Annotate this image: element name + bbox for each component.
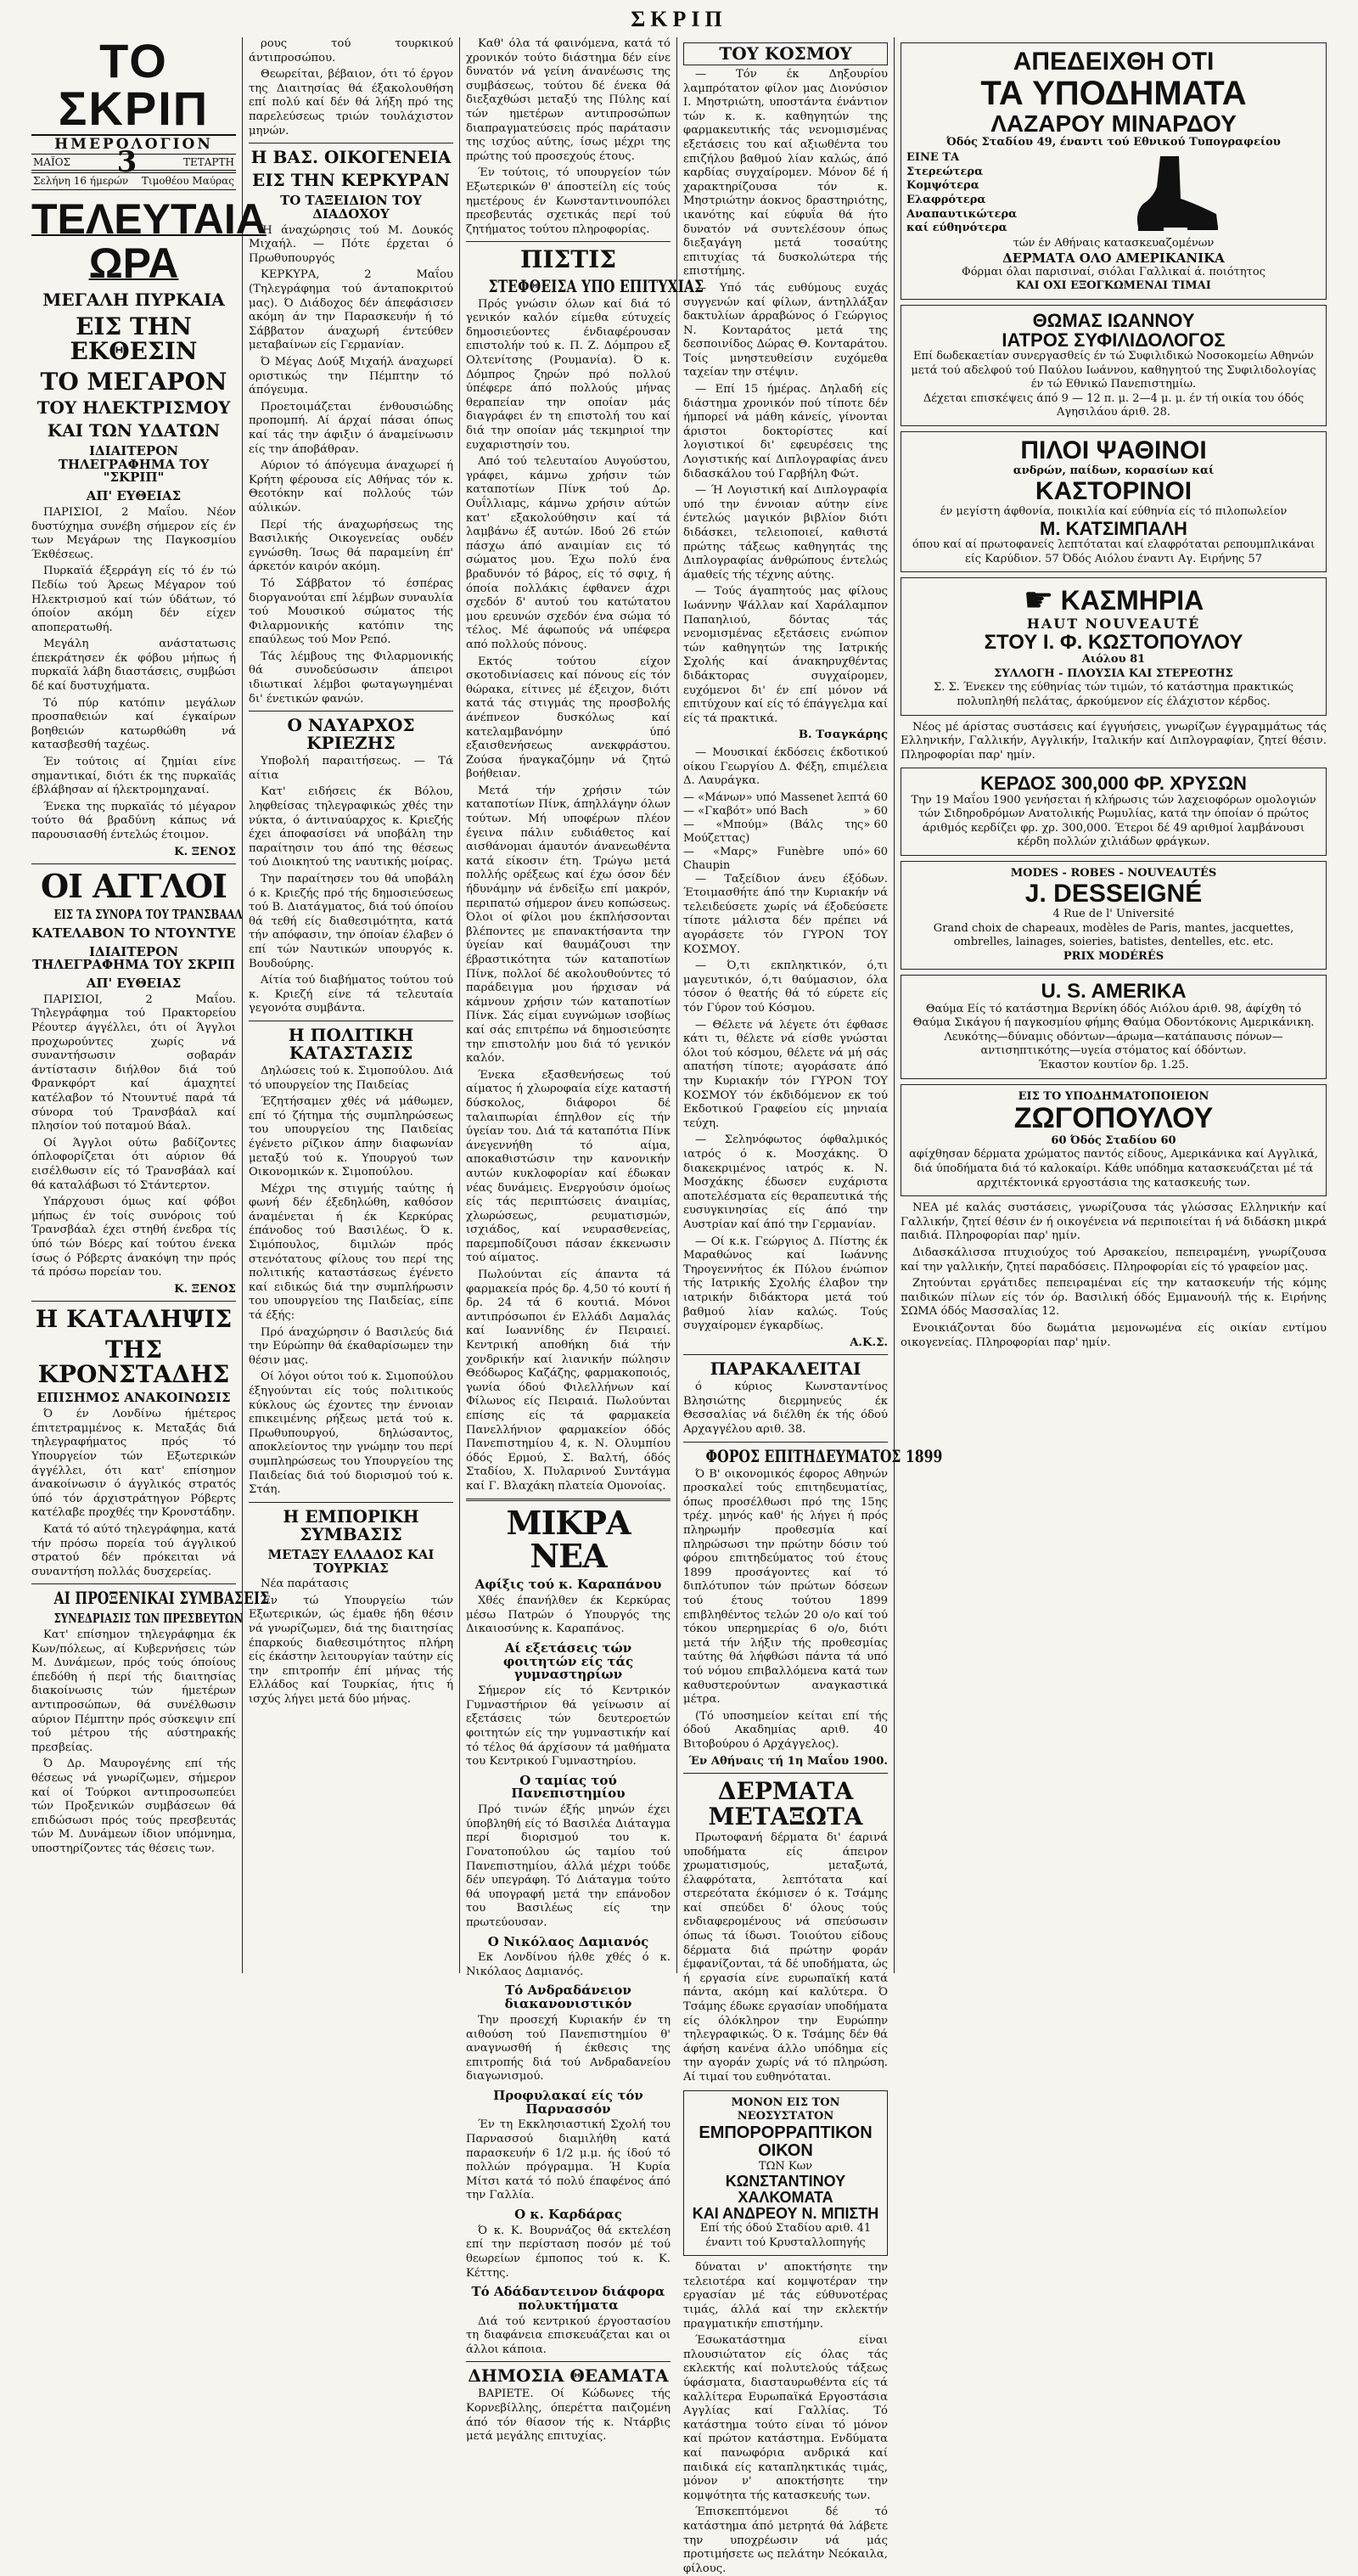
lottery-ad bbox=[901, 768, 1327, 855]
ad-title: ΑΠΕΔΕΙΧΘΗ ΟΤΙ bbox=[1013, 48, 1215, 76]
headline: Η ΚΑΤΑΛΗΨΙΣ bbox=[35, 1305, 233, 1334]
paragraph: Πρός γνώσιν όλων καί διά τό γενικόν καλόν είμεθα εύτυχείς δημοσιεύοντες ένδιαφέρουσαν επιστολήν τού κ. Π. Ζ. Δόμπρου εξ Ολτενίτσης (Ρουμανία). Ό κ. Δόμπρος ζηρών πρό πολλού ύπέφερε άπό πολλούς μήνας θεραπείαν την οποίαν μάς διαγράφει έν τη επιστολή του καί διά την οποίαν μάς τεκμηριοί την ευχαριστησίν του. bbox=[466, 297, 671, 452]
ad-line: Σ. Σ. Ένεκεν της εύθηνίας τών τιμών, τό κατάστημα πρακτικώς πολυπληθή πελάτας, άρκούμενον είς έλάχιστον κέρδος. bbox=[934, 681, 1293, 709]
paragraph: Έν τη Εκκλησιαστική Σχολή του Παρνασσού διαμιλήθη κατά παρασκευήν 6 1/2 μ.μ. ής ίδού τό πολλών πρόγραμμα. Ή Κυρία Μίτσι κατά τό πολύ έπαφένος άπό την Γαλλία. bbox=[466, 2118, 671, 2202]
paragraph: Τό Σάββατον τό έσπέρας διοργανούται επί λέμβων συναυλία τού Μουσικού σώματος τής Φιλαρμονικής κατόπιν της επαύλεως τού Μον Ρεπό. bbox=[249, 577, 453, 647]
paragraph: Περί τής άναχωρήσεως της Βασιλικής Οικογενείας ουδέν εγνώσθη. Ίσως θά παραμείνη έπ' άρκετόν καιρόν ακόμη. bbox=[249, 518, 453, 574]
toothpowder-ad bbox=[901, 975, 1327, 1078]
paragraph: Μεγάλη ανάστατωσις έπεκράτησεν έκ φόβου μήπως ή πυρκαϊά λάβη διαστάσεις, συμβώσι δέ καί δυστυχήματα. bbox=[31, 638, 236, 694]
paragraph: Πρωτοφανή δέρματα δι' έαρινά υποδήματα είς άπειρον χρωματισμούς, μεταξωτά, έλαφρότατα, λεπτότατα καί στερεότατα έκόμισεν ό κ. Τσάμης καί σπεύδει δ' όλους τούς ενδιαφερομένους νά σπεύσωσιν όπως τά ίδωσι. Τοιούτου είδους δέρματα διά πρώτην φοράν έμφανίζονται, τά δέ υποδήματα, ώς ή εργασία είνε ευρωπαϊκή κατά πάντα, ακόμη καί καλύτερα. Ό Τσάμης έδωκε εργασίαν υποδήματα είς όλόκληρον την Ευρώπην τηλεγραφικώς. Ό κ. Τσάμης δέν θά άφήση κανένα άλλο υπόδημα είς την αγοράν χωρίς νά τό πληρώση. Αί τιμαί του ευθηνόταται. bbox=[683, 1831, 888, 2084]
newspaper-page bbox=[25, 34, 1333, 2575]
news-title: Προφυλακαί είς τόν Παρνασσόν bbox=[493, 2087, 643, 2117]
paragraph: — Ή Λογιστική καί Διπλογραφία υπό την έννοιαν αύτην είνε έντελώς μαγικόν βιβλίον διότι διδάσκει, τελειοποιεί, καθιστά πρώτης τάξεως καθηγητάς της Διπλογραφίας άνθρώπους έντελώς άμαθείς τής τέχνης αύτης. bbox=[683, 484, 888, 582]
divider bbox=[683, 1773, 888, 1774]
masthead-month: ΜΑΪΟΣ bbox=[33, 155, 71, 168]
subheadline: ΤΟ ΤΑΞΕΙΔΙΟΝ ΤΟΥ ΔΙΑΔΟΧΟΥ bbox=[280, 193, 422, 222]
paragraph: Θεωρείται, βέβαιον, ότι τό έργον της Διαιτησίας θά έξακολουθήση επί πολύ καί δέν θά λήξη πρό της παρελεύσεως τριών τουλάχιστον μηνών. bbox=[249, 68, 453, 138]
ad-title: ΚΩΝΣΤΑΝΤΙΝΟΥ ΧΑΛΚΟΜΑΤΑ bbox=[725, 2173, 846, 2207]
paragraph: Οί λόγοι ούτοι τού κ. Σιμοπούλου έξηγούνται είς τούς πολιτικούς κύκλους ώς έχοντες την έννοιαν επικειμένης ρήξεως μετά τού κ. Πρωθυπουργού, δηλώσαντος, αποκλείοντος την γνώμην του περί συμπληρώσεως του Υπουργείου της Παιδείας διά τού διορισμού τού κ. Στάη. bbox=[249, 1370, 453, 1497]
divider bbox=[31, 1583, 236, 1584]
paragraph: ΒΑΡΙΕΤΕ. Οί Κώδωνες τής Κορνεβίλλης, όπερέττα παιζομένη άπό τόν θίασον τής κ. Ντάρβις μετά μεγάλης επιτυχίας. bbox=[466, 2388, 671, 2444]
headline: Η ΕΜΠΟΡΙΚΗ ΣΥΜΒΑΣΙΣ bbox=[283, 1505, 419, 1544]
news-title: Ο Νικόλαος Δαμιανός bbox=[487, 1933, 649, 1949]
paragraph: Κατ' επίσημον τηλεγράφημα έκ Κων/πόλεως, αί Κυβερνήσεις τών Μ. Δυνάμεων, πρός τούς όποίους έπεδόθη ή περί τής διαιτησίας διακοίνωσις τών ήμετέρων αντιπροσώπων, θά συνέλθωσιν αύριον Πέμπτην πρός σύσκεψιν επί τού μέτρου τής αύστηρακής πρεσβείας. bbox=[31, 1628, 236, 1754]
paragraph: Αίτία τού διαβήματος τούτου τού κ. Κριεζή είνε τά τελευταία γεγονότα συμβάντα. bbox=[249, 974, 453, 1015]
subheadline: ΜΕΤΑΞΥ ΕΛΛΑΔΟΣ ΚΑΙ ΤΟΥΡΚΙΑΣ bbox=[267, 1546, 435, 1576]
paragraph: Τάς λέμβους της Φιλαρμονικής θά συνοδεύσωσιν άπειροι ιδιωτικαί λέμβοι φωταγωγημέναι δι' ένετικών φανών. bbox=[249, 650, 453, 706]
paragraph: Από τού τελευταίου Αυγούστου, γράφει, κάμνω χρήσιν τών καταποτίων Πίνκ τού Δρ. Ουΐλλιαμς, κάμνω χρήσιν αύτών κατ' εξακολούθησιν καί τά λαμβάνω έξ αυτών. Ιδού 26 ετών πάσχω άπό αναιμίαν εις τό σώματος μου. Έχω πολύ ένα βραδυνόν τό βάρος, είς τό σφιχ, ή όποία πολλάκις έφθανεν άχρι σχεδόν δ' αυτού του κατώτατου μου ερευνών σχεδόν ένα σώμα τό τέλος. Μέ άφωπούς νά υπέφερα από πολλούς πόνους. bbox=[466, 455, 671, 651]
paragraph: Τό πύρ κατόπιν μεγάλων προσπαθειών καί έγκαίρων βοηθειών κατωρθώθη νά κατασβεσθή ταχέως. bbox=[31, 696, 236, 752]
paragraph: — Τούς άγαπητούς μας φίλους Ιωάννην Ψάλλαν καί Χαράλαμπον Παπαηλιού, δόντας τάς νενομισμένας εξετάσεις ενώπιον τών καθηγητών της Ιατρικής Σχολής καί άνακηρυχθέντας διδάκτορας συγχαίρομεν, ευχόμενοι δι' έν επί μόνον νά επιτύχουν καί είς τό έπάγγελμα καί είς τά πρακτικά. bbox=[683, 585, 889, 725]
paragraph: Προετοιμάζεται ένθουσιώδης προπομπή. Αί άρχαί πάσαι όπως καί τάς την άφιξιν ό άναμείνωσιν είς την άποβάθραν. bbox=[249, 400, 453, 456]
subheadline: ΙΔΙΑΙΤΕΡΟΝ ΤΗΛΕΓΡΑΦΗΜΑ ΤΟΥ ΣΚΡΙΠ bbox=[32, 943, 235, 973]
paragraph: Ό κ. Κ. Βουρνάζος θά εκτελέση επί την περίσταση ποσόν μέ τού θεωρείων έμποπος τού κ. Κ. Κέττης. bbox=[466, 2224, 671, 2280]
ad-line: HAUT NOUVEAUTÉ bbox=[1026, 616, 1201, 633]
masthead-right-note: Τιμοθέου Μαύρας bbox=[141, 175, 234, 188]
ad-title: ΣΤΟΥ Ι. Φ. ΚΩΣΤΟΠΟΥΛΟΥ bbox=[984, 631, 1243, 655]
paragraph: — Σεληνόφωτος όφθαλμικός ιατρός ό κ. Μοσχάκης. Ό διακεκριμένος ιατρός κ. Ν. Μοσχάκης έδωσεν ευχάριστα αποτελέσματα είς θεραπευτικά τής ευσυγκινησίας είς άπό την Αυστρίαν καί άπό την Γερμανίαν. bbox=[683, 1133, 888, 1231]
paragraph: Δηλώσεις τού κ. Σιμοπούλου. Διά τό υπουργείον της Παιδείας bbox=[249, 1064, 453, 1092]
headline: ΟΙ ΑΓΓΛΟΙ bbox=[41, 867, 227, 906]
ad-line: καί εύθηνότερα bbox=[906, 222, 1007, 235]
headline: ΔΗΜΟΣΙΑ ΘΕΑΜΑΤΑ bbox=[468, 2365, 669, 2387]
ad-title: U. S. AMERIKA bbox=[1041, 980, 1187, 1004]
divider bbox=[249, 1502, 453, 1503]
signature: Β. Τσαγκάρης bbox=[798, 728, 888, 742]
tailor-ad bbox=[683, 2090, 888, 2257]
ad-line: έν μεγίστη άφθονία, ποικιλία καί εύθηνία είς τό πιλοπωλείον bbox=[940, 504, 1288, 518]
news-title: Ο ταμίας τού Πανεπιστημίου bbox=[511, 1772, 626, 1802]
headline: ΚΑΙ ΤΩΝ ΥΔΑΤΩΝ bbox=[47, 419, 221, 441]
masthead-left-note: Σελήνη 16 ήμερών bbox=[33, 175, 129, 188]
ad-line: ΤΩΝ Κων bbox=[758, 2159, 813, 2173]
headline: ΦΟΡΟΣ ΕΠΙΤΗΔΕΥΜΑΤΟΣ 1899 bbox=[705, 1445, 943, 1466]
cashmere-ad bbox=[901, 577, 1327, 715]
news-title: Τό Ανδραδάνειον διακανονιστικόν bbox=[504, 1983, 632, 2012]
ad-line: Λευκότης—δύναμις οδόντων—άρωμα—κατάπαυσις πόνων—αντισηπτικότης—υγεία στόματος καί όδόντων. bbox=[944, 1030, 1283, 1058]
ad-title: ΚΑΙ ΑΝΔΡΕΟΥ Ν. ΜΠΙΣΤΗ bbox=[692, 2205, 879, 2223]
paragraph: Έν τώ Υπουργείω τών Εξωτερικών, ώς έμαθε ήδη θέσιν νά γνωρίζωμεν, διά της διαιτησίας έπαρκούς διαθεσιμότητος πλήρη είς έκάστην λειτουργίαν ταύτην είς την επιτροπήν έπί μήνας τής Ελλάδος καί Τουρκίας, ήτις ή ισχύς λήγει μετά δύο μήνας. bbox=[249, 1594, 453, 1706]
paragraph: Ζητούνται εργάτιδες πεπειραμέναι είς την κατασκευήν τής κόμης παιδικών πίλων είς τόν όρ. Βασιλική όδός Εμμανουήλ τής κ. Ειρήνης ΣΩΜΑ όδός Μασσαλίας 12. bbox=[901, 1277, 1327, 1319]
ad-line: Αιόλου 81 bbox=[1081, 653, 1146, 666]
paragraph: Ό έν Λονδίνω ήμέτερος έπιτετραμμένος κ. Μεταξάς διά τηλεγραφήματος πρός τό Υπουργείον τών Εξωτερικών άγγέλλει, ότι κατ' επίσημον άνακοίνωσιν ό άγγλικός στρατός ύπό τόν άρχιστράτηγον Ρόβερτς κατέλαβε προχθές την Κρονστάδην. bbox=[31, 1408, 236, 1520]
column-1 bbox=[25, 34, 270, 1973]
headline: ΣΤΕΦΘΕΙΣΑ ΥΠΟ ΕΠΙΤΥΧΙΑΣ bbox=[488, 275, 704, 296]
news-title: Αί εξετάσεις τών φοιτητών είς τάς γυμναστηρίων bbox=[502, 1640, 634, 1683]
column-2 bbox=[243, 37, 460, 1973]
paragraph: Μετά τήν χρήσιν τών καταποτίων Πίνκ, άπηλλάγην όλων τούτων. Μή υποφέρων πλέον έγεινα πάλιν ευδιάθετος καί αισθάνομαι άμαυτόν άνανεωθέντα κατά είκοσιν έτη. Τρώγω μετά πολλής ορέξεως καί έχω όσον δέν ήδυνάμην νά ένδείξω επί μακρόν, περιπατώ σήμερον άνευ κοπώσεως. Όλοι οί φίλοι μου έκπλήσσονται βλέποντες με επανακτήσαντα την ύγείαν καί θαυμάζουσι την έβραστικότητα τών καταποτίων Πίνκ, πολλοί δέ ακολουθούντες τό παράδειγμα μου ήρχισαν νά κάμνουν χρήσιν τών καταποτίων Πίνκ. Σάς είμαι ευγνώμων ισοβίως καί σάς επιτρέπω νά δημοσιεύσητε την επιστολήν μου διά τό γενικόν καλόν. bbox=[466, 784, 671, 1066]
paragraph: — Οί κ.κ. Γεώργιος Δ. Πίστης έκ Μαραθώνος καί Ιωάννης Τηρογεννήτος έκ Πύλου ένώπιον τής Ιατρικής Σχολής έλαβον την ιατρικήν διδάκτορα μετά τού βαθμού λίαν καλώς. Τούς συγχαίρομεν έγκαρδίως. bbox=[683, 1235, 888, 1333]
headline: Ο ΝΑΥΑΡΧΟΣ ΚΡΙΕΖΗΣ bbox=[287, 715, 415, 754]
ad-title: ΖΩΓΟΠΟΥΛΟΥ bbox=[1013, 1102, 1214, 1135]
paragraph: Υπάρχουσι όμως καί φόβοι μήπως έν τοίς συνόροις τού Τρανσβάαλ έχει στηθή ένεδρα τίς ύπό τών Βόερς καί τούτου ένεκα ίσως ό Ρόβερτς άνακόψη την πρός τά πρόσω πορείαν του. bbox=[31, 1195, 236, 1280]
signature: Κ. ΞΕΝΟΣ bbox=[174, 1282, 236, 1296]
paragraph: Σήμερον είς τό Κεντρικόν Γυμναστήριον θά γείνωσιν αί εξετάσεις τών δευτεροετών φοιτητών είς την γυμναστικήν καί τό τέλος θά άρχίσουν τά μαθήματα του Κεντρικού Γυμναστηρίου. bbox=[466, 1685, 671, 1769]
doctor-ad bbox=[901, 305, 1327, 426]
ad-line: 4 Rue de l' Université bbox=[1052, 907, 1175, 920]
divider bbox=[466, 2361, 671, 2362]
ad-line: ΚΑΙ ΟΧΙ ΕΞΟΓΚΩΜΕΝΑΙ ΤΙΜΑΙ bbox=[1016, 279, 1211, 293]
paragraph: Εκ Λονδίνου ήλθε χθές ό κ. Νικόλαος Δαμιανός. bbox=[466, 1951, 671, 1978]
paragraph: Ό Δρ. Μαυρογένης επί τής θέσεως νά γνωρίζωμεν, σήμερον καί οί Τούρκοι αντιπροσωπεύει τών Προξενικών συμβάσεων θά επιδώσωσι πρός τούς πρεσβευτάς τών Μ. Δυνάμεων ίδιον υπόμνημα, υποστηρίζοντες τάς θέσεις των. bbox=[31, 1758, 236, 1856]
subheadline: ΑΠ' ΕΥΘΕΙΑΣ bbox=[86, 488, 182, 504]
ad-title: ΕΜΠΟΡΟΡΡΑΠΤΙΚΟΝ ΟΙΚΟΝ bbox=[699, 2123, 873, 2160]
ad-line: ανδρών, παίδων, κορασίων καί bbox=[1013, 464, 1215, 477]
divider bbox=[683, 1442, 888, 1443]
ad-line: ΜΟΝΟΝ ΕΙΣ ΤΟΝ ΝΕΟΣΥΣΤΑΤΟΝ bbox=[731, 2095, 840, 2123]
ad-title: ΤΑ ΥΠΟΔΗΜΑΤΑ bbox=[980, 74, 1247, 112]
hat-ad bbox=[901, 431, 1327, 572]
news-title: Τό Αδάδαντεινον διάφορα πολυκτήματα bbox=[471, 2284, 665, 2313]
paragraph: Πυρκαϊά έξερράγη είς τό έν τώ Πεδίω τού Άρεως Μέγαρον τού Ηλεκτρισμού καί τών ύδάτων, τό όποίον ακόμη δέν είχεν αποπερατωθή. bbox=[31, 565, 236, 634]
headline: ΤΟΥ ΗΛΕΚΤΡΙΣΜΟΥ bbox=[36, 397, 231, 418]
paragraph: Υποβολή παραιτήσεως. — Τά αίτια bbox=[249, 755, 453, 782]
running-head: ΣΚΡΙΠ bbox=[631, 7, 727, 31]
masthead-subtitle: ΗΜΕΡΟΛΟΓΙΟΝ bbox=[54, 136, 213, 153]
list-item: — «Μάνων» υπό Massenet λεπτά 60 bbox=[683, 790, 888, 804]
ad-line: ΕΙΣ ΤΟ ΥΠΟΔΗΜΑΤΟΠΟΙΕΙΟΝ bbox=[1018, 1089, 1209, 1103]
divider bbox=[466, 241, 671, 242]
paragraph: Ένεκα εξασθενήσεως τού αίματος ή χλωροφαία είχε καταστή δύσκολος, διάφοροι δέ ταλαιπωρίαι έπηλθον είς τήν ύγείαν του. Διά τά καταπότια Πίνκ άνεγεννήθη τό αίμα, αποκαθιστώσιν την κανονικήν αυτών κυκλοφορίαν καί έδωκαν νέας δυνάμεις. Ενεργούσιν όμοίως είς τάς περιπτώσεις άναιμίας, χλωρώσεως, ρευματισμών, ισχιάδος, καί νευρασθενείας, παρεμποδίζουσι πάσαν έκκενωσιν τού αίματος. bbox=[466, 1068, 671, 1265]
paragraph: Αύριον τό άπόγευμα άναχωρεί ή Κρήτη φέρουσα είς Αθήνας τόν κ. Θεοτόκην καί πολλούς τών αύλικών. bbox=[249, 459, 453, 515]
dateline: Έν Αθήναις τή 1η Μαΐου 1900. bbox=[688, 1754, 888, 1768]
ad-line: Επί τής όδού Σταδίου αριθ. 41 έναντι τού Κρυσταλλοπηγής bbox=[699, 2222, 872, 2249]
paragraph: ΠΑΡΙΣΙΟΙ, 2 Μαΐου. Νέον δυστύχημα συνέβη σήμερον είς έν των Μεγάρων της Παγκοσμίου Έκθέσεως. bbox=[31, 505, 236, 561]
ad-line: Ελαφρότερα bbox=[906, 193, 986, 206]
divider bbox=[31, 863, 236, 864]
ad-line: Θαύμα Είς τό κατάστημα Βερνίκη όδός Αιόλου άριθ. 98, άφίχθη τό Θαύμα Σικάγου ή παγκοσμίου φήμης Θαύμα Οδοντόκονις Αμερικάνικη. bbox=[912, 1002, 1315, 1030]
ad-line: Στερεώτερα bbox=[906, 165, 984, 178]
subheadline: ΙΔΙΑΙΤΕΡΟΝ ΤΗΛΕΓΡΑΦΗΜΑ ΤΟΥ "ΣΚΡΙΠ" bbox=[58, 442, 210, 486]
headline: ΤΟ ΜΕΓΑΡΟΝ bbox=[40, 367, 227, 396]
paragraph: Κατά τό αύτό τηλεγράφημα, κατά τήν πρόσω πορεία τού άγγλικού στρατού δέν πρόκειται νά συναντήση πολλάς δυσχερείας. bbox=[31, 1522, 236, 1578]
masthead-title: ΤΟ ΣΚΡΙΠ bbox=[31, 37, 236, 136]
headline: ΤΟΥ ΚΟΣΜΟΥ bbox=[683, 42, 888, 65]
list-item: — «Γκαβότ» υπό Bach » 60 bbox=[683, 804, 888, 818]
paragraph: Έζητήσαμεν χθές νά μάθωμεν, επί τό ζήτημα τής συμπληρώσεως του υπουργείου της Παιδείας έγένετο ρίζικον άπην διαφωνίαν μεταξύ τού κ. Υπουργού των Οικονομικών κ. Σιμοπούλου. bbox=[249, 1095, 453, 1179]
news-title: Ο κ. Καρδάρας bbox=[514, 2207, 622, 2223]
ad-line: 60 Όδός Σταδίου 60 bbox=[1051, 1133, 1176, 1147]
paragraph: Κατ' ειδήσεις έκ Βόλου, ληφθείσας τηλεγραφικώς χθές την νύκτα, ό άντιναύαρχος κ. Κριεζής έχει άποφασίσει νά υποβάλη την παραίτησιν του άπό της θέσεως τού Διοικητού της ναυτικής μοίρας. bbox=[249, 785, 453, 869]
ad-title: ΚΕΡΔΟΣ 300,000 ΦΡ. ΧΡΥΣΩΝ bbox=[980, 773, 1247, 795]
ad-line: Δέχεται επισκέψεις άπό 9 — 12 π. μ. 2—4 μ. μ. έν τή οικία του όδός Αγησιλάου άριθ. 28. bbox=[923, 391, 1305, 419]
news-title: Αφίξις τού κ. Καραπάνου bbox=[474, 1577, 662, 1593]
ad-line: αφίχθησαν δέρματα χρώματος παντός είδους, Αμερικάνικα καί Αγγλικά, διά ύποδήματα διά τό καλοκαίρι. Κάθε υπόδημα κατασκευάζεται μέ τά αρχιτέκτονικά εργοστάσια της κατασκευής των. bbox=[909, 1148, 1318, 1190]
headline: ΤΗΣ ΚΡΟΝΣΤΑΔΗΣ bbox=[37, 1335, 230, 1389]
ad-title: ΚΑΣΜΗΡΙΑ bbox=[1060, 585, 1204, 616]
ad-line: ΔΕΡΜΑΤΑ ΟΛΟ ΑΜΕΡΙΚΑΝΙΚΑ bbox=[1002, 250, 1225, 267]
paragraph: (Τό υποσημείον κείται επί τής όδού Ακαδημίας αριθ. 40 Βιτοβούρου ό Αρχάγγελος). bbox=[683, 1709, 888, 1751]
desseigne-ad bbox=[901, 861, 1327, 970]
paragraph: Οί Άγγλοι ούτω βαδίζοντες όπλοφορίζεται ότι αύριον θά εισέλθωσιν είς τό Τρανσβάαλ καί θά καταλάβωσι τό Στάντερτον. bbox=[31, 1136, 236, 1192]
ad-title: ΙΑΤΡΟΣ ΣΥΦΙΛΙΔΟΛΟΓΟΣ bbox=[1002, 329, 1226, 351]
paragraph: — Ταξείδιον άνευ έξόδων. Έτοιμασθήτε άπό την Κυριακήν νά τελειδεύσετε χωρίς νά έξοδεύσετε τίποτε μάλιστα δέν πρέπει νά αγοράσετε τόν ΓΥΡΟΝ ΤΟΥ ΚΟΣΜΟΥ. bbox=[683, 872, 888, 956]
paragraph: Ή άναχώρησις τού Μ. Δουκός Μιχαήλ. — Πότε έρχεται ό Πρωθυπουργός bbox=[249, 223, 453, 265]
paragraph: Χθές έπανήλθεν έκ Κερκύρας μέσω Πατρών ό Υπουργός της Δικαιοσύνης κ. Καραπάνος. bbox=[466, 1595, 671, 1636]
subheadline: ΑΠ' ΕΥΘΕΙΑΣ bbox=[86, 976, 182, 992]
subheadline: ΕΠΙΣΗΜΟΣ ΑΝΑΚΟΙΝΩΣΙΣ bbox=[36, 1390, 231, 1406]
paragraph: Διδασκάλισσα πτυχιούχος τού Αρσακείου, πεπειραμένη, γνωρίζουσα καί την γαλλικήν, ζητεί παραδόσεις. Πληροφορίαι είς τό γραφείον μας. bbox=[901, 1246, 1327, 1274]
paragraph: ΠΑΡΙΣΙΟΙ, 2 Μαΐου. Τηλεγράφημα τού Πρακτορείου Ρέουτερ άγγέλλει, ότι οί Άγγλοι προχωρούντες χωρίς νά συναντήσωσιν σοβαράν άντίστασιν διήλθον διά τού Φρανκφόρτ καί άμαχητεί κατέλαβον τό Ντουντυέ παρά τά σύνορα τού Τρανσβάαλ καί πλησίον τού ποταμού Βάαλ. bbox=[31, 993, 236, 1133]
paragraph: — Τόν έκ Δηξουρίου λαμπρότατον φίλον μας Διονύσιον Ι. Μηστριώτη, υποστάντα ένάντιον τών κ. κ. καθηγητών της φαρμακευτικής τάς νενομισμένας εξετάσεις του καί αξιωθέντα του επιζήλου βαθμού λίαν καλώς, άπό καρδίας συγχαίρομεν. Μόνον δέ ή χαρακτηρίζουσα τόν κ. Μηστριώτην άοκνος δραστηριότης, ικανότης καί εύφυΐα θά ήτο δυνατόν νά συντελέσουν όπως διεξαγάγη μετά τοσαύτης επιτυχίας τά δυσκολώτερα τής επιστήμης. bbox=[683, 68, 888, 278]
headline: ΠΙΣΤΙΣ bbox=[519, 245, 617, 274]
ad-line: Την 19 Μαΐου 1900 γενήσεται ή κλήρωσις τών λαχειοφόρων ομολογιών τών Σιδηροδρόμων Ανατολικής Ρωμυλίας, κατά την όποίαν ό πρώτος άριθμός κερδίζει φρ. χρ. 300,000. Έτεροι δέ 49 αριθμοί λαμβάνουσι κέρδη πολλών χιλιάδων φράγκων. bbox=[911, 793, 1316, 849]
ad-line: Grand choix de chapeaux, modèles de Paris, mantes, jacquettes, ombrelles, lainages, soieries, batistes, dentelles, etc. etc. bbox=[933, 921, 1294, 949]
paragraph: — Θέλετε νά λέγετε ότι έφθασε κάτι τι, θέλετε νά είσθε γνώσται όλοι τού κόσμου, θέλετε νά μή σάς απατήση τίποτε; αγοράσατε άπό την Κυριακήν τόν ΓΥΡΟΝ ΤΟΥ ΚΟΣΜΟΥ τόν έκδιδόμενον εκ τού Εκδοτικού Γραφείου είς μηνιαία τεύχη. bbox=[683, 1018, 888, 1130]
ad-line: Κομψότερα bbox=[906, 179, 979, 193]
paragraph: Ό Μέγας Δούξ Μιχαήλ άναχωρεί οριστικώς την Πέμπτην τό άπόγευμα. bbox=[249, 356, 453, 397]
paragraph: Έπισκεπτόμενοι δέ τό κατάστημα άπό μετρητά θά λάβετε την υποχρέωσιν νά μάς προτιμήσετε ως πελάτην Νεόκαιλα, φίλους. bbox=[683, 2506, 888, 2575]
paragraph: Νέα παράτασις bbox=[261, 1578, 349, 1591]
paragraph: Την παραίτησεν του θά υποβάλη ό κ. Κριεζής πρό τής δημοσιεύσεως τού Β. Διατάγματος, διά τού όποίου θά τεθή είς διαθεσιμότητα, κατά τήν απόφασιν, την όποίαν έλαβεν ό επί τών Ναυτικών υπουργός κ. Βουδούρης. bbox=[249, 873, 454, 970]
paragraph: Έν τούτοις αί ζημίαι είνε σημαντικαί, διότι έκ της πυρκαϊάς έβλάβησαν αί ήλεκτρομηχαναί. bbox=[31, 756, 236, 797]
headline: ΜΕΓΑΛΗ ΠΥΡΚΑΙΑ bbox=[42, 289, 225, 310]
paragraph: Ενοικιάζονται δύο δωμάτια μεμονωμένα είς οικίαν εντίμου οικογενείας. Πληροφορίαι παρ' ημίν. bbox=[901, 1321, 1327, 1349]
ad-line: ΣΥΛΛΟΓΗ - ΠΛΟΥΣΙΑ ΚΑΙ ΣΤΕΡΕΟΤΗΣ bbox=[994, 666, 1233, 680]
masthead-weekday: ΤΕΤΑΡΤΗ bbox=[183, 155, 234, 168]
paragraph: Έν τούτοις, τό υπουργείον τών Εξωτερικών θ' άποστείλη είς τούς ημετέρους έν Κωνσταντινουπόλει πρεσβευτάς σχετικάς περί τού ζητήματος τούτου πληροφορίας. bbox=[466, 166, 671, 236]
list-item: — «Μαρς» Funèbre υπό Chaupin » 60 bbox=[683, 845, 888, 872]
paragraph: — Μουσικαί έκδόσεις έκδοτικού οίκου Γεωργίου Δ. Φέξη, επιμέλεια Δ. Λαυράγκα. bbox=[683, 745, 888, 788]
paragraph: ό κύριος Κωνσταντίνος Βλησιώτης διερμηνεύς έκ Θεσσαλίας νά διέλθη έκ τής όδού Αρχαγγέλου αριθ. 38. bbox=[683, 1381, 888, 1437]
ad-line: PRIX MODÉRÉS bbox=[1063, 949, 1164, 963]
paragraph: Διά τού κεντρικού έργοστασίου τη διαφάνεια επισκευάζεται και οι άλλοι κάποια. bbox=[466, 2314, 671, 2356]
paragraph: Πωλούνται είς άπαντα τά φαρμακεία πρός δρ. 4,50 τό κουτί ή δρ. 24 τά 6 κουτιά. Μόνοι αντιπρόσωποι έν Ελλάδι Δαμαλάς καί Ιωαννίδης έν Πειραιεί. Κεντρική αποθήκη διά τήν χονδρικήν καί λιανικήν πώλησιν Θεόδωρος Καζάζης, φαρμακοποιός, γωνία όδού Φιλελλήνων καί Φίλωνος είς Πειραιά. Πωλούνται επίσης είς τά φαρμακεία Πανελλήνιον φαρμακείον όδός Πανεπιστημίου 4, κ. Ν. Ολυμπίου όδός Ερμού, Σ. Βαλτή, όδός Σταδίου, Χ. Πυλαρινού Συντάγμα καί Γ. Βλαχάκη πλατεία Ομονοίας. bbox=[466, 1268, 671, 1493]
paragraph: — Επί 15 ήμέρας. Δηλαδή είς διάστημα χρονικόν πού τίποτε δέν ήμπορεί νά μάθη κάνείς, γίνονται άριστοι δοκτορίστες καί λογιστικοί δι' εφευρέσεις της Λογιστικής καί Διπλογραφίας άνευ διδασκάλου τού Γαρβήλη Φώτ. bbox=[683, 383, 888, 481]
paragraph: — Ό,τι εκπληκτικόν, ό,τι μαγευτικόν, ό,τι θαύμασιον, όλα τόσον ό θεατής θά τό εύρετε είς τόν Γύρον τού Κόσμου. bbox=[683, 959, 888, 1015]
ad-line: τών έν Αθήναις κατασκευαζομένων bbox=[1013, 237, 1215, 250]
subheadline: ΣΥΝΕΔΡΙΑΣΙΣ ΤΩΝ ΠΡΕΣΒΕΥΤΩΝ bbox=[53, 1611, 244, 1627]
column-5 bbox=[895, 37, 1333, 1973]
paragraph: Νέος μέ άρίστας συστάσεις καί έγγυήσεις, γνωρίζων έγγραμμάτως τάς Ελληνικήν, Γαλλικήν, Αγγλικήν, Ιταλικήν καί Διπλογραφίαν, ζητεί θέσιν. Πληροφορίαι παρ' ημίν. bbox=[901, 720, 1327, 762]
headline: ΔΕΡΜΑΤΑ ΜΕΤΑΞΩΤΑ bbox=[708, 1777, 863, 1831]
column-3 bbox=[460, 37, 704, 2444]
divider bbox=[683, 1354, 888, 1355]
headline: ΚΑΤΕΛΑΒΟΝ ΤΟ ΝΤΟΥΝΤΥΕ bbox=[31, 925, 236, 941]
headline: ΠΑΡΑΚΑΛΕΙΤΑΙ bbox=[710, 1358, 861, 1380]
headline: ΑΙ ΠΡΟΞΕΝΙΚΑΙ ΣΥΜΒΑΣΕΙΣ bbox=[53, 1588, 270, 1609]
paragraph: — Υπό τάς ευθύμους ευχάς συγγενών καί φίλων, άντηλλάξαν δακτυλίων άρραβώνος ό Γεώργιος Ν. Κονταράτος μετά της δεσποινίδος Δώρας Θ. Κονταράτου. Τοίς μνηστευθείσιν ευχόμεθα ταχείαν την στέψιν. bbox=[683, 281, 888, 380]
ad-line: Όδός Σταδίου 49, έναντι τού Εθνικού Τυπογραφείου bbox=[946, 135, 1281, 149]
headline: ΕΙΣ ΤΗΝ ΚΕΡΚΥΡΑΝ bbox=[252, 170, 450, 191]
ad-title: ΚΑΣΤΟΡΙΝΟΙ bbox=[1035, 477, 1192, 506]
ad-title: ΛΑΖΑΡΟΥ ΜΙΝΑΡΔΟΥ bbox=[990, 110, 1237, 137]
ad-line: MODES - ROBES - NOUVEAUTÉS bbox=[1010, 866, 1217, 880]
paragraph: Εκτός τούτου είχον σκοτοδινίασεις καί πόνους είς τόν θώρακα, είτινες μέ έξειχον, διότι κατά τάς στιγμάς της προσβολής άνέπνεον δυσκόλως καί κατελαμβανόμην ύπό εξαισθενήσεως ανεκφράστου. Ζούσα ήναγκαζόμην νά ζητώ βοήθειαν. bbox=[466, 655, 671, 781]
shoe-ad bbox=[901, 42, 1327, 300]
list-item: — «Μπούμ» (Βάλς της Μούζεττας) » 60 bbox=[683, 818, 888, 845]
paragraph: Έσωκατάστημα είναι πλουσιώτατον είς όλας τάς εκλεκτής καί πολυτελούς τάξεως ύφάσματα, διασταυρωθέντα είς τά καλλίτερα Ευρωπαϊκά Εργοστάσια Αγγλίας καί Γαλλίας. Τό κατάστημα τούτο είναι τό μόνον καί πρώτον κατάστημα. Ενδύματα καί πανωφόρια ανδρικά καί παιδικά είς καταπληκτικάς τιμάς, μόνον ν' αποκτήσητε την κομψότητα τής κατασκευής των. bbox=[683, 2334, 888, 2502]
paragraph: ΚΕΡΚΥΡΑ, 2 Μαΐου (Τηλεγράφημα τού άνταποκριτού μας). Ό Διάδοχος δέν άπεφάσισεν ακόμη άν την Παρασκευήν ή τό Σάββατον άναχωρή έντεύθεν μεταβαίνων είς Γερμανίαν. bbox=[249, 268, 453, 352]
banner-last-hour: ΤΕΛΕΥΤΑΙΑ ΩΡΑ bbox=[31, 194, 267, 288]
zogopoulos-ad bbox=[901, 1084, 1327, 1197]
paragraph: ΝΕΑ μέ καλάς συστάσεις, γνωρίζουσα τάς γλώσσας Ελληνικήν καί Γαλλικήν, ζητεί θέσιν έν ή οικογένεια νά περιποιείται ή νά διδάσκη μικρά παιδιά. Πληροφορίαι παρ' ημίν. bbox=[901, 1201, 1327, 1243]
ad-line: Φόρμαι όλαι παρισιναί, σιόλαι Γαλλικαί ά. ποιότητος bbox=[962, 265, 1265, 278]
ad-title: ΠΙΛΟΙ ΨΑΘΙΝΟΙ bbox=[1020, 436, 1207, 465]
ad-line: όπου καί αί πρωτοφανείς λεπτόταται καί ελαφρόταται ρεπουμπλικάναι είς Καρύδιον. 57 Όδός Αιόλου έναντι Αγ. Ειρήνης 57 bbox=[912, 538, 1316, 565]
paragraph: Καθ' όλα τά φαινόμενα, κατά τό χρονικόν τούτο διάστημα δέν είνε δυνατόν νά γείνη άνανέωσις της συμβάσεως, τούτου δέ ένεκα θά διεξαχθώσι μεταξύ της Πύλης καί τών ημετέρων αντιπροσώπων διαπραγματεύσεις πρός παράτασιν της ισχύος αύτης, ίσως μέχρι της πρώτης τού προσεχούς έτους. bbox=[466, 37, 671, 163]
headline: Η ΠΟΛΙΤΙΚΗ ΚΑΤΑΣΤΑΣΙΣ bbox=[288, 1024, 414, 1063]
paragraph: Πρό τινών έξής μηνών έχει ύποβληθή είς τό Βασιλέα Διάταγμα περί διορισμού του κ. Γονατοπούλου ώς ταμίου τού Πανεπιστημίου, άλλά μέχρι τούδε δέν υπεγράφη. Τό Διάταγμα τούτο θά υπογραφή μετά την επάνοδον του Βασιλέως είς την πρωτεύουσαν. bbox=[466, 1803, 671, 1929]
ad-title: J. DESSEIGNÉ bbox=[1024, 880, 1203, 908]
signature: Α.Κ.Σ. bbox=[850, 1336, 888, 1349]
music-list bbox=[683, 791, 888, 873]
divider bbox=[466, 1499, 671, 1501]
paragraph: ρους τού τουρκικού άντιπροσώπου. bbox=[249, 37, 453, 65]
ad-line: Έκαστον κουτίον δρ. 1.25. bbox=[1038, 1058, 1189, 1071]
divider bbox=[31, 1301, 236, 1302]
headline: ΜΙΚΡΑ ΝΕΑ bbox=[506, 1503, 631, 1576]
paragraph: δύναται ν' αποκτήσητε την τελειοτέρα καί κομψοτέραν την εργασίαν μέ τάς εύθυνοτέρας τιμάς, άλλά καί την εκλεκτήν πραγματικήν επιστήμην. bbox=[683, 2261, 888, 2331]
ad-title: Μ. ΚΑΤΣΙΜΠΑΛΗ bbox=[1040, 518, 1187, 540]
headline: ΕΙΣ ΤΗΝ ΕΚΘΕΣΙΝ bbox=[70, 312, 198, 366]
ad-line: Αναπαυτικώτερα bbox=[906, 207, 1018, 221]
ad-line: Επί δωδεκαετίαν συνεργασθείς έν τώ Συφιλιδικώ Νοσοκομείω Αθηνών μετά τού αδελφού τού Παύλου Ιωάννου, καθηγητού της Συφιλιδολογίας έν τώ Εθνικώ Πανεπιστημίω. bbox=[911, 350, 1316, 391]
headline: ΕΙΣ ΤΑ ΣΥΝΟΡΑ ΤΟΥ ΤΡΑΝΣΒΑΑΛ bbox=[53, 907, 243, 923]
pointing-hand-icon: ☛ bbox=[1023, 581, 1054, 621]
headline: Η ΒΑΣ. ΟΙΚΟΓΕΝΕΙΑ bbox=[250, 147, 452, 168]
paragraph: Μέχρι της στιγμής ταύτης ή φωνή δέν έξεδηλώθη, καθόσον άναμένεται ή έκ Κερκύρας έπάνοδος τού Βασιλέως. Ό κ. Σιμόπουλος, διμιλών πρός στενότατους φίλους του περί της πολιτικής καταστάσεως έγένετο καί ειδικώς διά την συμπλήρωσιν του υπουργείου της Παιδείας, είπε τά έξής: bbox=[249, 1182, 453, 1323]
ad-line: ΕΙΝΕ ΤΑ bbox=[906, 151, 960, 165]
masthead-day-number: 3 bbox=[116, 144, 137, 179]
signature: Κ. ΞΕΝΟΣ bbox=[174, 845, 236, 858]
paragraph: Την προσεχή Κυριακήν έν τη αιθούση τού Πανεπιστημίου θ' αναγνωσθή ή έκθεσις της επιτροπής διά τού Ανδραδανείου διαγωνισμού. bbox=[466, 2013, 671, 2084]
boot-icon bbox=[1128, 153, 1221, 233]
paragraph: Ό Β' οικονομικός έφορος Αθηνών προσκαλεί τούς επιτηδευματίας, όπως προσέλθωσι πρό της 15ης τρέχ. μηνός καθ' ής λήγει ή πρός πληρωμήν προθεσμία καί πληρώσωσι την πρώτην δόσιν τού φόρου επιτηδεύματος τού έτους 1899 προσάγοντες καί τό διπλότυπον τών πρώτων δόσεων τού έτους τούτου 1899 επιβληθέντος τελών 20 ο/ο καί τού τόκου υπερημερίας 6 ο/ο, διότι μετά τήν λήξιν τής προθεσμίας ταύτης θά λήφθώσι πάντα τά υπό τού νόμου επιβαλλόμενα κατά των καθυστερούντων αναγκαστικά μέτρα. bbox=[683, 1467, 888, 1707]
paragraph: Πρό άναχώρησιν ό Βασιλεύς διά την Εύρώπην θά έκαθαρίσωμεν την θέσιν μας. bbox=[249, 1325, 453, 1367]
ad-title: ΘΩΜΑΣ ΙΩΑΝΝΟΥ bbox=[1032, 309, 1195, 331]
paragraph: Ένεκα της πυρκαϊάς τό μέγαρον τούτο θά βραδύνη κάπως νά παρουσιασθή έντελώς έτοιμον. bbox=[31, 800, 236, 842]
